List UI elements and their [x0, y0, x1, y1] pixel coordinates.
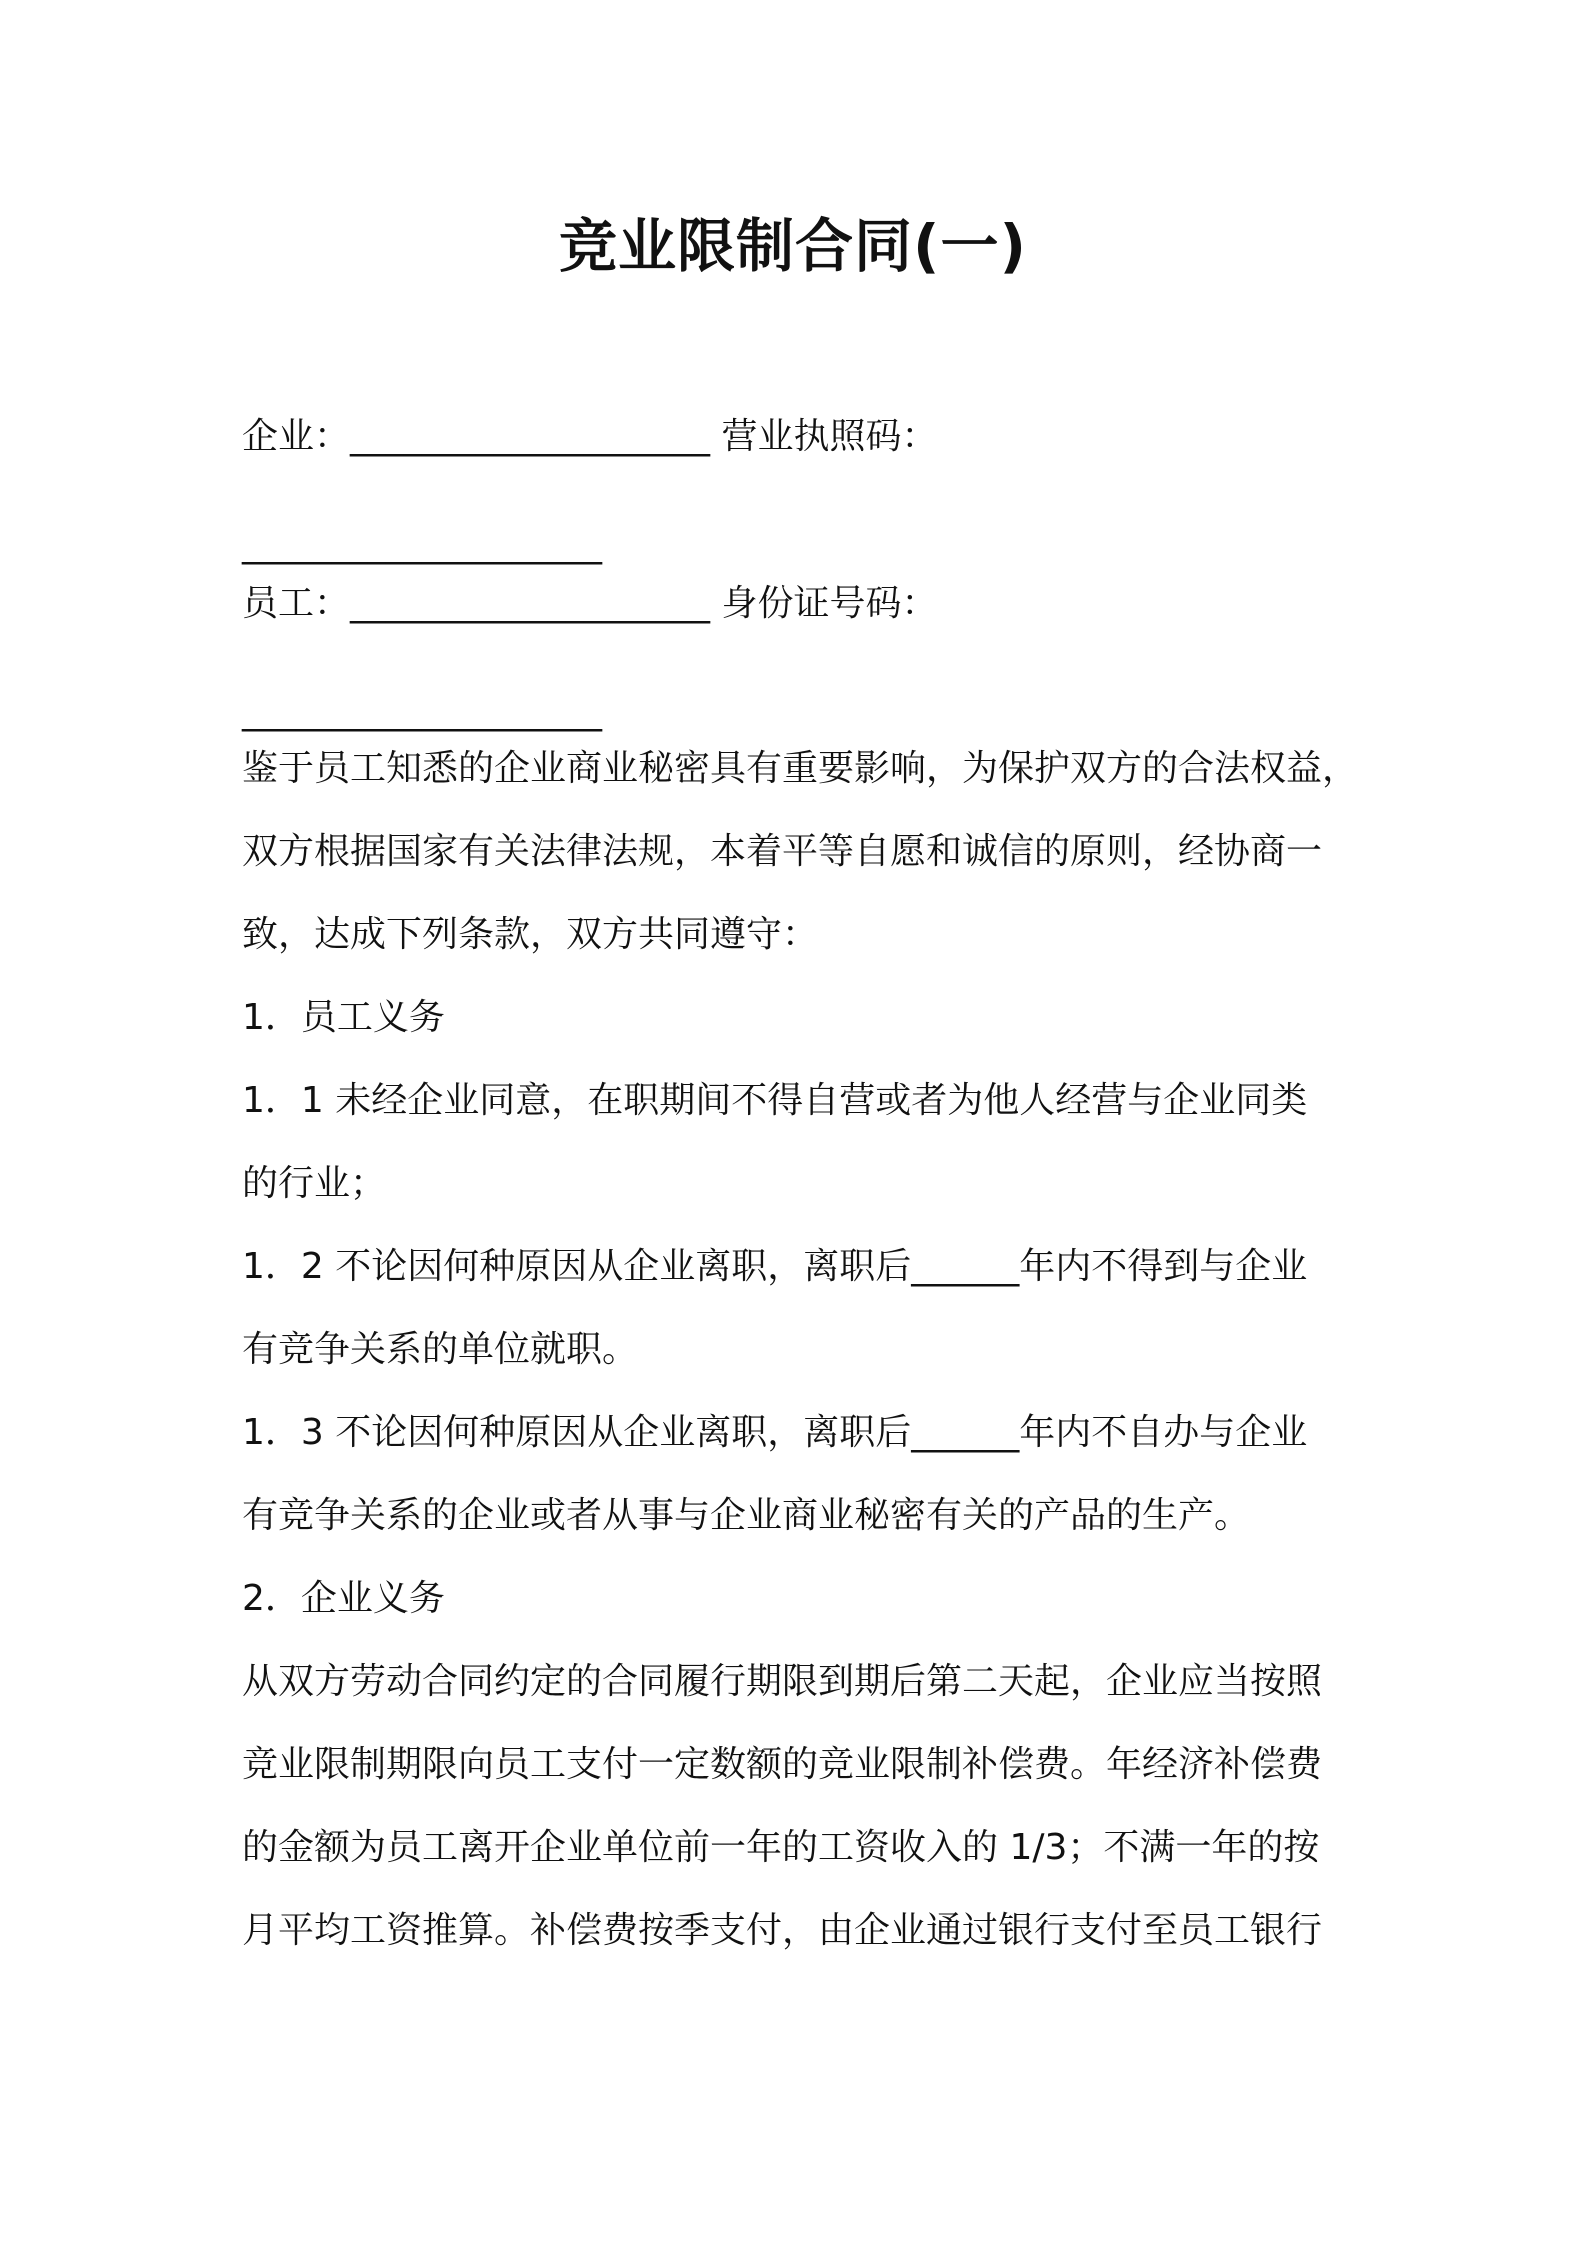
clause-1-2-line-1: 1．2 不论因何种原因从企业离职，离职后______年内不得到与企业 [242, 1246, 1308, 1287]
preamble-line-2: 双方根据国家有关法律法规，本着平等自愿和诚信的原则，经协商一 [242, 831, 1323, 872]
section-2-line-4: 月平均工资推算。补偿费按季支付，由企业通过银行支付至员工银行 [242, 1910, 1323, 1951]
clause-1-3-line-2: 有竞争关系的企业或者从事与企业商业秘密有关的产品的生产。 [242, 1495, 1251, 1536]
business-license-blank-line: ____________________ [242, 524, 602, 565]
section-2-line-3: 的金额为员工离开企业单位前一年的工资收入的 1/3；不满一年的按 [242, 1827, 1320, 1868]
clause-1-3-line-1: 1．3 不论因何种原因从企业离职，离职后______年内不自办与企业 [242, 1412, 1308, 1453]
id-number-blank-line: ____________________ [242, 691, 602, 732]
employee-line: 员工：____________________ 身份证号码： [242, 583, 938, 624]
section-2-line-1: 从双方劳动合同约定的合同履行期限到期后第二天起，企业应当按照 [242, 1661, 1323, 1702]
document-title: 竞业限制合同(一) [558, 212, 1028, 280]
clause-1-1-line-1: 1．1 未经企业同意，在职期间不得自营或者为他人经营与企业同类 [242, 1080, 1308, 1121]
clause-1-2-line-2: 有竞争关系的单位就职。 [242, 1329, 639, 1370]
section-1-heading: 1．员工义务 [242, 997, 445, 1038]
preamble-line-1: 鉴于员工知悉的企业商业秘密具有重要影响，为保护双方的合法权益， [242, 748, 1359, 789]
enterprise-line: 企业：____________________ 营业执照码： [242, 416, 938, 457]
preamble-line-3: 致，达成下列条款，双方共同遵守： [242, 914, 819, 955]
section-2-heading: 2．企业义务 [242, 1578, 445, 1619]
section-2-line-2: 竞业限制期限向员工支付一定数额的竞业限制补偿费。年经济补偿费 [242, 1744, 1323, 1785]
clause-1-1-line-2: 的行业； [242, 1163, 387, 1204]
